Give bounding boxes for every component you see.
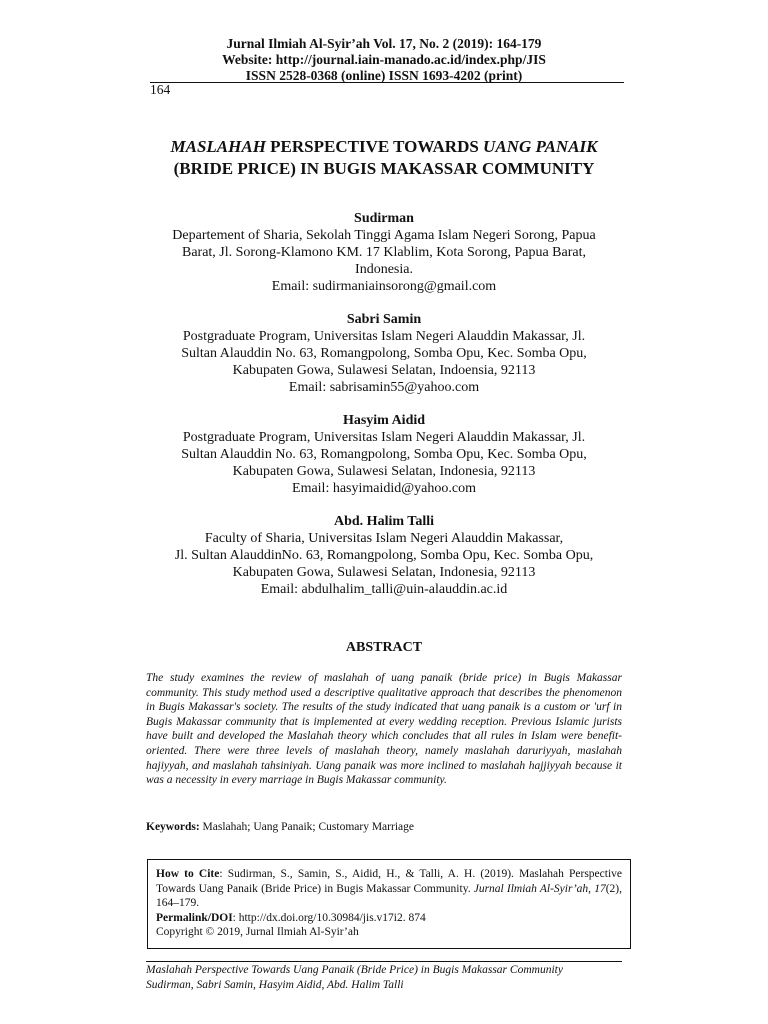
footer-divider xyxy=(146,961,622,962)
author-affiliation-line: Faculty of Sharia, Universitas Islam Negeri Alauddin Makassar, xyxy=(204,531,564,546)
permalink-line xyxy=(156,911,622,926)
author-affiliation-line: Sultan Alauddin No. 63, Romangpolong, Somba Opu, Kec. Somba Opu, xyxy=(181,447,587,462)
footer-authors-line: Sudirman, Sabri Samin, Hasyim Aidid, Abd. Halim Talli xyxy=(146,979,404,991)
author-block-1 xyxy=(130,210,638,295)
how-to-cite-text: : Sudirman, S., Samin, S., Aidid, H., & Talli, A. H. (2019). Maslahah Perspective Towards Uang Panaik (Bride Price) in Bugis Makassar Community. xyxy=(156,868,622,895)
author-affiliation-line: Kabupaten Gowa, Sulawesi Selatan, Indoensia, 92113 xyxy=(232,363,536,378)
title-maslahah: MASLAHAH xyxy=(170,137,266,156)
citation-text xyxy=(156,867,622,911)
footer-title-line: Maslahah Perspective Towards Uang Panaik (Bride Price) in Bugis Makassar Community xyxy=(146,964,563,976)
author-name: Hasyim Aidid xyxy=(342,413,426,428)
permalink-label: Permalink/DOI xyxy=(156,911,233,924)
author-name: Sabri Samin xyxy=(346,312,422,327)
author-name: Sudirman xyxy=(354,211,414,226)
journal-info-line: Jurnal Ilmiah Al-Syir’ah Vol. 17, No. 2 (2019): 164-179 xyxy=(226,36,542,51)
author-affiliation-line: Sultan Alauddin No. 63, Romangpolong, Somba Opu, Kec. Somba Opu, xyxy=(181,346,587,361)
title-perspective-towards: PERSPECTIVE TOWARDS xyxy=(265,137,484,156)
journal-header xyxy=(150,36,618,84)
how-to-cite-label: How to Cite xyxy=(156,868,220,880)
author-email: Email: sabrisamin55@yahoo.com xyxy=(288,380,480,395)
keywords-value: Maslahah; Uang Panaik; Customary Marriage xyxy=(199,821,414,833)
keywords-line xyxy=(146,821,622,833)
author-affiliation-line: Postgraduate Program, Universitas Islam Negeri Alauddin Makassar, Jl. xyxy=(182,329,586,344)
citation-issue-pages: (2), 164–179. xyxy=(156,882,622,910)
abstract-text: The study examines the review of maslahah of uang panaik (bride price) in Bugis Makassar community. This study method used a descriptive qualitative approach that describes the phenomenon in Bugis Makassar's society. The results of the study indicated that uang panaik is a custom or 'urf in Bugis Makassar community that is implemented at every wedding reception. Previous Islamic jurists have built and developed the Maslahah theory which concludes that all rules in Islam were benefit-oriented. There were three levels of maslahah theory, namely maslahah daruriyyah, maslahah hajiyyah, and maslahah tahsiniyah. Uang panaik was more inclined to maslahah hajjiyyah because it was a necessity in every marriage in Bugis Makassar community. xyxy=(146,672,622,787)
author-block-2 xyxy=(130,311,638,396)
author-affiliation-line: Postgraduate Program, Universitas Islam Negeri Alauddin Makassar, Jl. xyxy=(182,430,586,445)
copyright-line: Copyright © 2019, Jurnal Ilmiah Al-Syir’ah xyxy=(156,926,359,939)
citation-journal: Jurnal Ilmiah Al-Syir’ah, 17 xyxy=(473,882,606,895)
how-to-cite-box xyxy=(147,859,631,949)
author-affiliation-line: Barat, Jl. Sorong-Klamono KM. 17 Klablim, Kota Sorong, Papua Barat, xyxy=(181,245,586,260)
keywords-label: Keywords: xyxy=(146,821,200,833)
header-divider xyxy=(150,82,624,83)
journal-website-line: Website: http://journal.iain-manado.ac.id/index.php/JIS xyxy=(222,52,546,67)
author-email: Email: sudirmaniainsorong@gmail.com xyxy=(271,279,497,294)
abstract-heading: ABSTRACT xyxy=(345,640,423,655)
author-affiliation-line: Jl. Sultan AlauddinNo. 63, Romangpolong, Somba Opu, Kec. Somba Opu, xyxy=(174,548,594,563)
author-email: Email: hasyimaidid@yahoo.com xyxy=(292,481,476,496)
page-number: 164 xyxy=(150,82,171,97)
author-block-3 xyxy=(130,412,638,497)
page-footer xyxy=(146,963,622,993)
title-uang-panaik: UANG PANAIK xyxy=(483,137,598,156)
author-block-4 xyxy=(130,513,638,598)
author-affiliation-line: Indonesia. xyxy=(355,262,413,277)
journal-issn-line: ISSN 2528-0368 (online) ISSN 1693-4202 (print) xyxy=(245,68,523,83)
title-line-1 xyxy=(140,136,628,158)
author-affiliation-line: Kabupaten Gowa, Sulawesi Selatan, Indonesia, 92113 xyxy=(232,464,536,479)
title-line-2: (BRIDE PRICE) IN BUGIS MAKASSAR COMMUNITY xyxy=(173,159,595,178)
author-affiliation-line: Departement of Sharia, Sekolah Tinggi Agama Islam Negeri Sorong, Papua xyxy=(172,228,596,243)
author-name: Abd. Halim Talli xyxy=(334,514,434,529)
author-email: Email: abdulhalim_talli@uin-alauddin.ac.id xyxy=(260,582,508,597)
permalink-doi-link[interactable]: : http://dx.doi.org/10.30984/jis.v17i2. 874 xyxy=(232,911,426,924)
paper-title xyxy=(140,136,628,180)
author-affiliation-line: Kabupaten Gowa, Sulawesi Selatan, Indonesia, 92113 xyxy=(232,565,536,580)
